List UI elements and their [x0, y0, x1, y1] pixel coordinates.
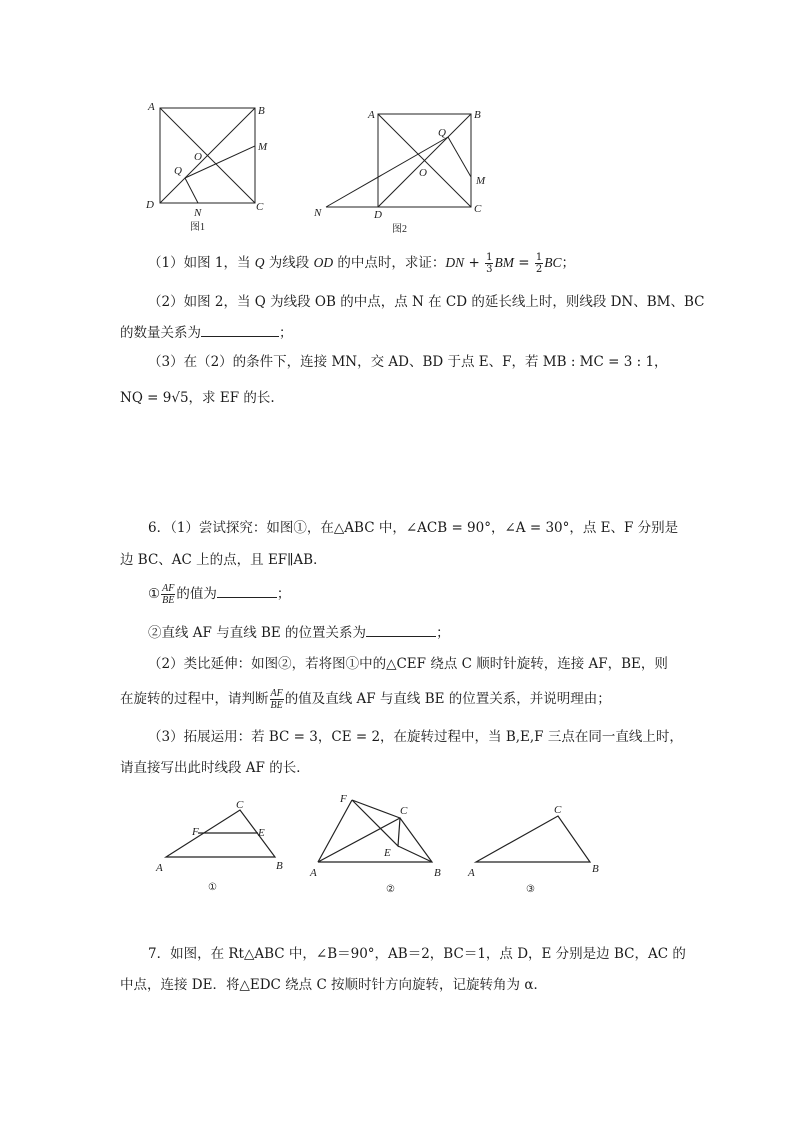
label-d: D	[374, 209, 382, 221]
q6-part2-line1: （2）类比延伸：如图②，若将图①中的△CEF 绕点 C 顺时针旋转，连接 AF，BE，则	[148, 656, 668, 672]
figure-2	[308, 102, 498, 242]
figure-6-2	[300, 788, 455, 896]
label-b: B	[276, 860, 283, 872]
caption-1: ①	[208, 882, 217, 893]
caption-3: ③	[526, 884, 535, 895]
fraction-one-third: $\frac{1}{3}$	[486, 252, 493, 275]
caption-2: ②	[386, 884, 395, 895]
q5-part1: （1）如图 1，当 Q 为线段 OD 的中点时，求证：DN + $\frac{1}{3}$ BM = $\frac{1}{2}$ BC；	[148, 252, 575, 275]
label-a: A	[468, 867, 475, 879]
answer-blank[interactable]	[217, 583, 277, 598]
label-b: B	[592, 863, 599, 875]
figure-6-3	[462, 798, 612, 898]
fraction-one-half: $\frac{1}{2}$	[535, 252, 543, 275]
label-b: B	[434, 867, 441, 879]
q5-part2-line1: （2）如图 2，当 Q 为线段 OB 的中点，点 N 在 CD 的延长线上时，则线段 DN、BM、BC	[148, 294, 705, 310]
caption-fig1: 图1	[190, 222, 205, 233]
label-b: B	[258, 105, 265, 117]
segment-qm	[448, 137, 471, 177]
q5-part3-line2: NQ = 9√5，求 EF 的长.	[120, 390, 275, 406]
label-o: O	[419, 167, 427, 179]
label-q: Q	[174, 165, 182, 177]
q6-subq2: ②直线 AF 与直线 BE 的位置关系为 ；	[148, 622, 718, 643]
label-a: A	[368, 109, 375, 121]
label-m: M	[476, 175, 486, 187]
label-q: Q	[438, 127, 446, 139]
label-a: A	[156, 862, 163, 874]
q6-part3-line2: 请直接写出此时线段 AF 的长．	[120, 760, 310, 776]
segment-nq	[326, 137, 448, 207]
label-o: O	[194, 151, 202, 163]
triangle-cef	[352, 800, 400, 846]
answer-blank[interactable]	[201, 322, 279, 337]
fraction-af-be-2: $\frac{AF}{BE}$	[270, 688, 283, 711]
label-e: E	[258, 827, 265, 839]
caption-fig2: 图2	[392, 224, 407, 235]
label-d: D	[146, 199, 154, 211]
label-f: F	[340, 793, 347, 805]
q7-line2: 中点，连接 DE．将△EDC 绕点 C 按顺时针方向旋转，记旋转角为 α．	[120, 977, 547, 993]
triangle-abc	[476, 816, 590, 862]
label-n: N	[194, 207, 202, 219]
figure-1	[140, 98, 275, 238]
q5-part2-line2: 的数量关系为 ；	[120, 322, 690, 343]
label-c: C	[256, 201, 264, 213]
figure-6-1	[150, 795, 290, 895]
label-c: C	[236, 799, 244, 811]
label-e: E	[384, 847, 391, 859]
q6-part3-line1: （3）拓展运用：若 BC = 3，CE = 2，在旋转过程中，当 B,E,F 三点在同一直线上时，	[148, 729, 683, 745]
label-a: A	[310, 867, 317, 879]
fraction-af-be: $\frac{AF}{BE}$	[162, 583, 175, 606]
label-c: C	[554, 804, 562, 816]
q7-line1: 7．如图，在 Rt△ABC 中，∠B＝90°，AB＝2，BC＝1，点 D，E 分别是边 BC，AC 的	[148, 946, 686, 962]
label-c: C	[474, 203, 482, 215]
q5-part3-line1: （3）在（2）的条件下，连接 MN，交 AD、BD 于点 E、F，若 MB : MC = 3 : 1，	[148, 354, 668, 370]
triangle-abc	[318, 818, 432, 862]
q6-line1: 6．（1）尝试探究：如图①，在△ABC 中，∠ACB = 90°，∠A = 30°，点 E、F 分别是	[148, 520, 679, 536]
label-n: N	[314, 207, 322, 219]
answer-blank[interactable]	[366, 622, 436, 637]
label-m: M	[258, 141, 268, 153]
label-a: A	[148, 101, 155, 113]
segment-qn	[185, 178, 198, 203]
label-b: B	[474, 109, 481, 121]
label-f: F	[192, 826, 199, 838]
q6-part2-line2: 在旋转的过程中，请判断 $\frac{AF}{BE}$ 的值及直线 AF 与直线 BE 的位置关系，并说明理由；	[120, 688, 611, 711]
q6-line2: 边 BC、AC 上的点，且 EF∥AB．	[120, 552, 327, 568]
label-c: C	[400, 805, 408, 817]
q6-subq1: ① $\frac{AF}{BE}$ 的值为 ；	[148, 583, 291, 606]
